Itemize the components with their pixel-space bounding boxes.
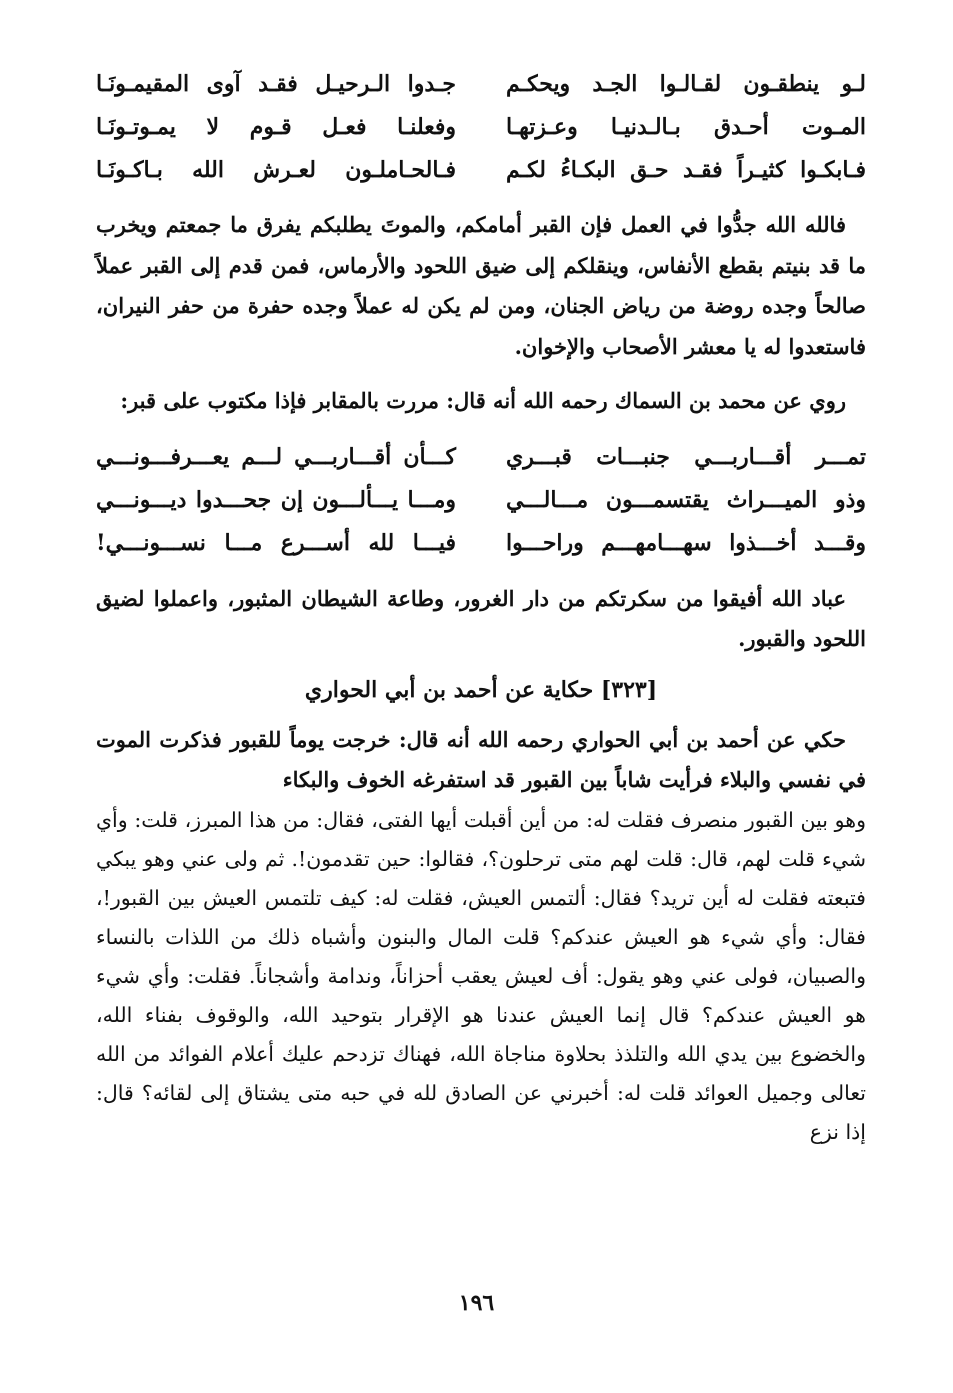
paragraph-exhortation: فالله الله جدُّوا في العمل فإن القبر أمامكم، والموتَ يطلبكم يفرق ما جمعتم ويخرب ما قد بنيتم بقطع الأنفاس، وينقلكم إلى ضيق اللحود والأرماس، فمن قدم إلى القبر عملاً صالحاً وجده روضة من رياض الجنان، ومن لم يكن له عملاً وجده حفرة من حفر النيران، فاستعدوا له يا معشر الأصحاب والإخوان. [96, 212, 866, 359]
story-body: وهو بين القبور منصرف فقلت له: من أين أقبلت أيها الفتى، فقال: من هذا المبرز، قلت: وأي شيء قلت لهم، قال: قلت لهم متى ترحلون؟، فقالوا: حين تقدمون!. ثم ولى عني وهو يبكي فتبعته فقلت له أين تريد؟ فقال: ألتمس العيش، فقلت له: كيف تلتمس العيش بين القبور!، فقال: وأي شيء هو العيش عندكم؟ قلت المال والبنون وأشباه ذلك من اللذات بالنساء والصبيان، فولى عني وهو يقول: أف لعيش يعقب أحزاناً، وندامة وأشجاناً. فقلت: وأي شيء هو العيش عندكم؟ قال إنما العيش عندنا هو الإقرار بتوحيد الله، والوقوف بفناء الله، والخضوع بين يدي الله والتلذذ بحلاوة مناجاة الله، فهناك تزدحم عليك أعلام الفوائد من الله تعالى وجميل العوائد قلت له: أخبرني عن الصادق لله في حبه متى يشتاق إلى لقائه؟ قال: إذا نزع [96, 807, 866, 1144]
hemistich-first: وقـــد أخـــذوا سهـــامهـــم وراحـــوا [506, 530, 866, 556]
verse-line [96, 148, 866, 191]
hemistich-second: جـدوا الـرحيـل فقـد آوى المقيمـونَـا [96, 70, 456, 97]
hemistich-second: فـالحـاملـون لعـرش الله بـاكـونَـا [96, 156, 456, 183]
hemistich-first: لـو ينطقـون لقـالـوا الجـد ويحكـم [506, 70, 866, 97]
hemistich-second: كـــأن أقـــاربـــي لـــم يعـــرفـــونـــي [96, 444, 456, 470]
page-content [96, 62, 866, 1152]
paragraph-admonition: عباد الله أفيقوا من سكرتكم من دار الغرور، وطاعة الشيطان المثبور، واعملوا لضيق اللحود والقبور. [96, 585, 866, 651]
story-intro: حكي عن أحمد بن أبي الحواري رحمه الله أنه قال: خرجت يوماً للقبور فذكرت الموت في نفسي والبلاء فرأيت شاباً بين القبور قد استفرغه الخوف والبكاء [96, 726, 866, 792]
hemistich-first: فـابكـوا كثيـراً فقـد حـق البكـاءُ لكـم [506, 156, 866, 183]
verse-line [96, 105, 866, 148]
hemistich-first: وذو الميـــراث يقتسمـــون مـــالـــي [506, 487, 866, 513]
hemistich-first: المـوت أحـدق بـالـدنيـا وعـزتهـا [506, 113, 866, 140]
poem-2 [96, 436, 866, 565]
poem-1 [96, 62, 866, 191]
hemistich-second: وفعلنـا فعـل قـوم لا يمـوتـونَـا [96, 113, 456, 140]
verse-line [96, 436, 866, 479]
hemistich-first: تمـــر أقـــاربـــي جنبـــات قبـــري [506, 444, 866, 470]
verse-line [96, 479, 866, 522]
verse-line [96, 62, 866, 105]
hemistich-second: فيـــا لله أســـرع مـــا نســـونـــي! [96, 530, 456, 556]
verse-line [96, 522, 866, 565]
section-heading: [٣٢٣] حكاية عن أحمد بن أبي الحواري [304, 676, 658, 703]
paragraph-narration: روي عن محمد بن السماك رحمه الله أنه قال: مررت بالمقابر فإذا مكتوب على قبر: [120, 388, 846, 413]
hemistich-second: ومـــا يـــألـــون إن جحـــدوا ديـــونـــي [96, 487, 456, 513]
page-number: ١٩٦ [458, 1290, 495, 1316]
